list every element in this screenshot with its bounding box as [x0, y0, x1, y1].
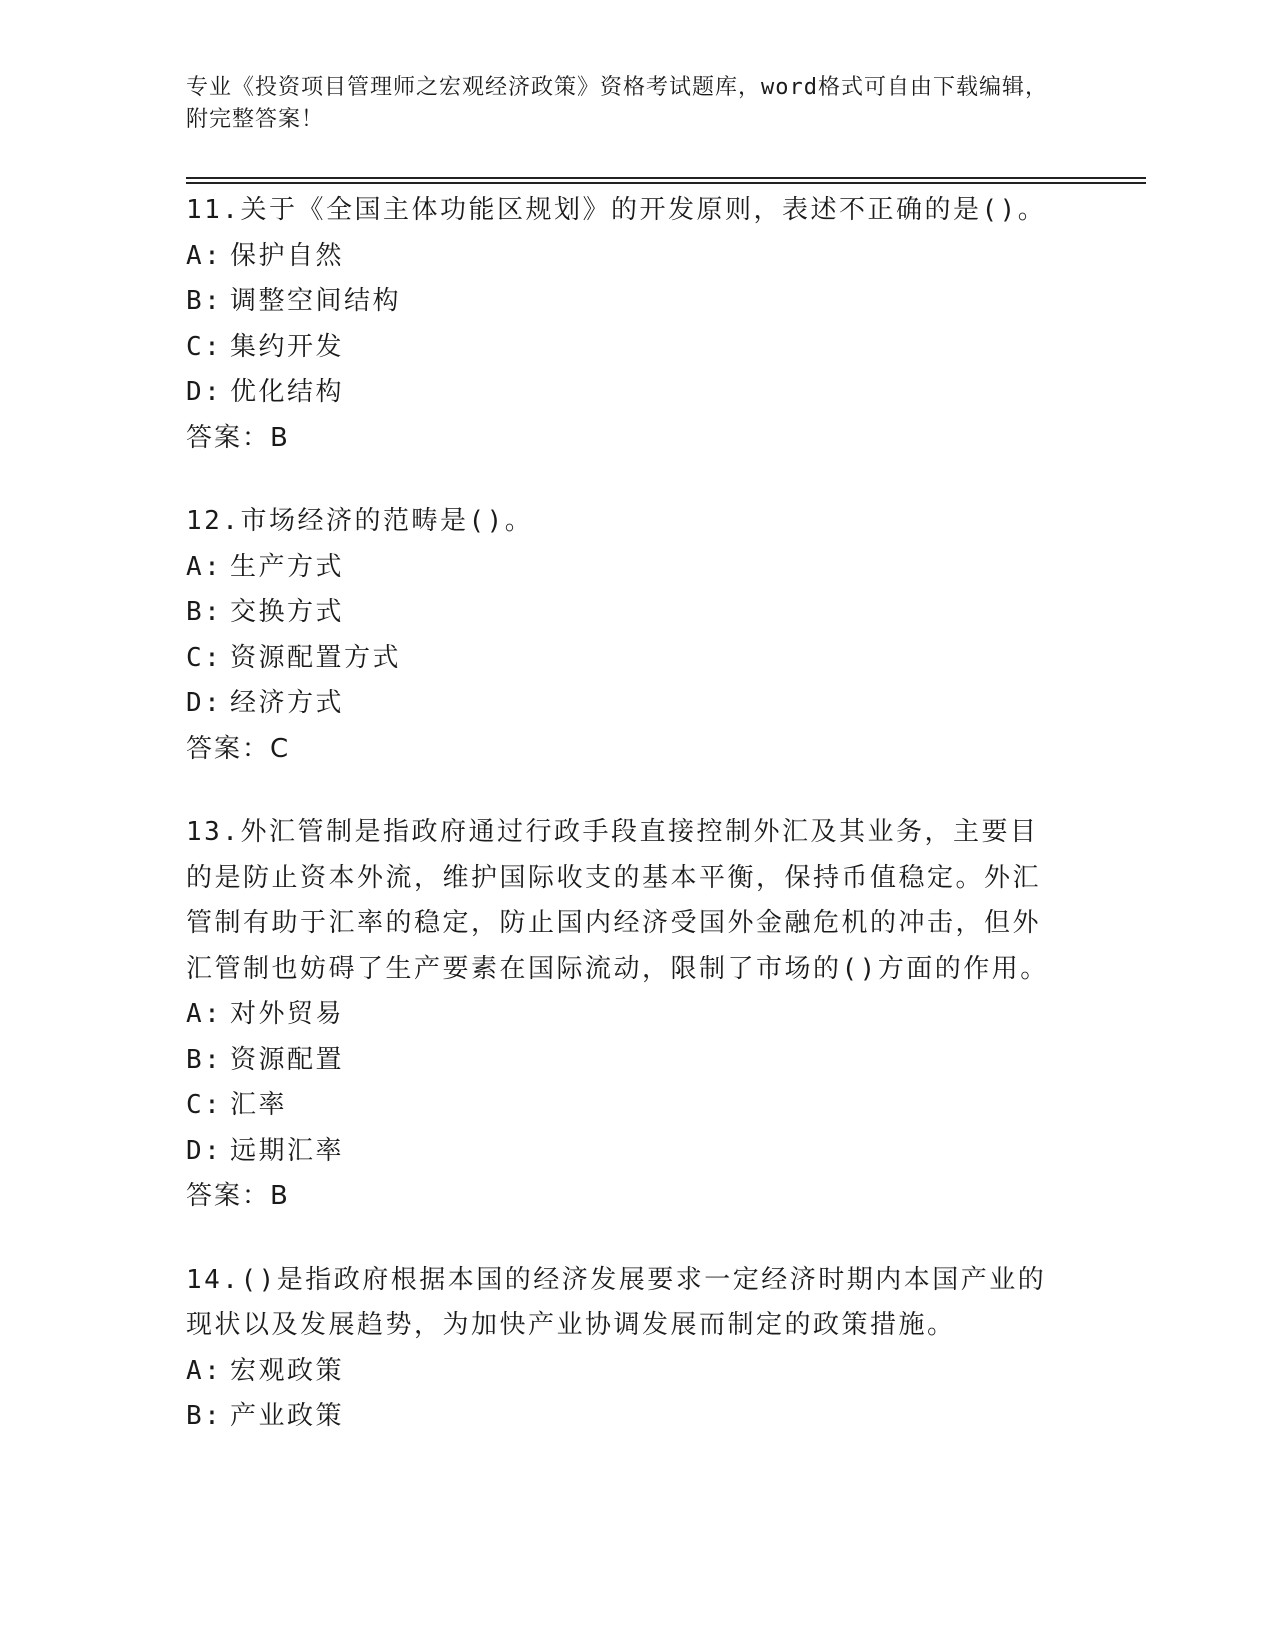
answer-line: 答案：B	[186, 1181, 290, 1211]
option-text: 宏观政策	[230, 1355, 345, 1386]
question-11	[186, 188, 1066, 461]
option-label: D:	[186, 377, 223, 407]
option-label: D:	[186, 1135, 223, 1166]
option-a	[186, 545, 1066, 591]
option-b	[186, 590, 1066, 636]
option-a	[186, 1349, 1066, 1395]
header-divider-top	[186, 177, 1146, 179]
option-b	[186, 1394, 1066, 1440]
option-label: A:	[186, 240, 223, 271]
option-b	[186, 279, 1066, 325]
option-text: 产业政策	[230, 1401, 345, 1431]
option-d	[186, 681, 1066, 727]
option-label: C:	[186, 642, 223, 673]
option-text: 保护自然	[230, 240, 345, 271]
option-text: 集约开发	[230, 331, 345, 362]
option-d	[186, 370, 1066, 416]
option-text: 交换方式	[230, 597, 345, 627]
option-label: A:	[186, 999, 223, 1029]
option-c	[186, 1083, 1066, 1129]
option-label: D:	[186, 688, 223, 718]
option-label: B:	[186, 597, 223, 627]
question-stem: 12.市场经济的范畴是()。	[186, 506, 534, 536]
question-stem: 13.外汇管制是指政府通过行政手段直接控制外汇及其业务，主要目的是防止资本外流，维护国际收支的基本平衡，保持币值稳定。外汇管制有助于汇率的稳定，防止国内经济受国外金融危机的冲击，但外汇管制也妨碍了生产要素在国际流动，限制了市场的()方面的作用。	[186, 817, 1049, 984]
header-divider-bottom	[186, 182, 1146, 184]
option-text: 汇率	[230, 1090, 288, 1120]
option-label: B:	[186, 286, 223, 316]
document-header: 专业《投资项目管理师之宏观经济政策》资格考试题库，word格式可自由下载编辑，附完整答案！	[186, 75, 1048, 132]
question-13	[186, 810, 1066, 1220]
option-label: C:	[186, 331, 223, 362]
option-label: B:	[186, 1044, 223, 1075]
option-text: 经济方式	[230, 688, 345, 718]
question-12	[186, 499, 1066, 772]
option-text: 优化结构	[230, 377, 345, 407]
option-text: 远期汇率	[230, 1135, 345, 1166]
option-b	[186, 1038, 1066, 1084]
option-label: A:	[186, 551, 223, 582]
option-text: 资源配置方式	[230, 642, 402, 673]
option-text: 对外贸易	[230, 999, 345, 1029]
option-text: 资源配置	[230, 1044, 345, 1075]
option-a	[186, 992, 1066, 1038]
option-label: C:	[186, 1090, 223, 1120]
option-label: A:	[186, 1355, 223, 1386]
option-c	[186, 636, 1066, 682]
option-d	[186, 1129, 1066, 1175]
option-text: 生产方式	[230, 551, 345, 582]
answer-line: 答案：C	[186, 733, 291, 764]
question-list	[186, 188, 1066, 1478]
option-c	[186, 325, 1066, 371]
question-14	[186, 1258, 1066, 1440]
question-stem: 14.()是指政府根据本国的经济发展要求一定经济时期内本国产业的现状以及发展趋势，为加快产业协调发展而制定的政策措施。	[186, 1264, 1047, 1340]
option-a	[186, 234, 1066, 280]
option-label: B:	[186, 1401, 223, 1431]
answer-line: 答案：B	[186, 422, 290, 453]
question-stem: 11.关于《全国主体功能区规划》的开发原则，表述不正确的是()。	[186, 195, 1047, 225]
option-text: 调整空间结构	[230, 286, 402, 316]
